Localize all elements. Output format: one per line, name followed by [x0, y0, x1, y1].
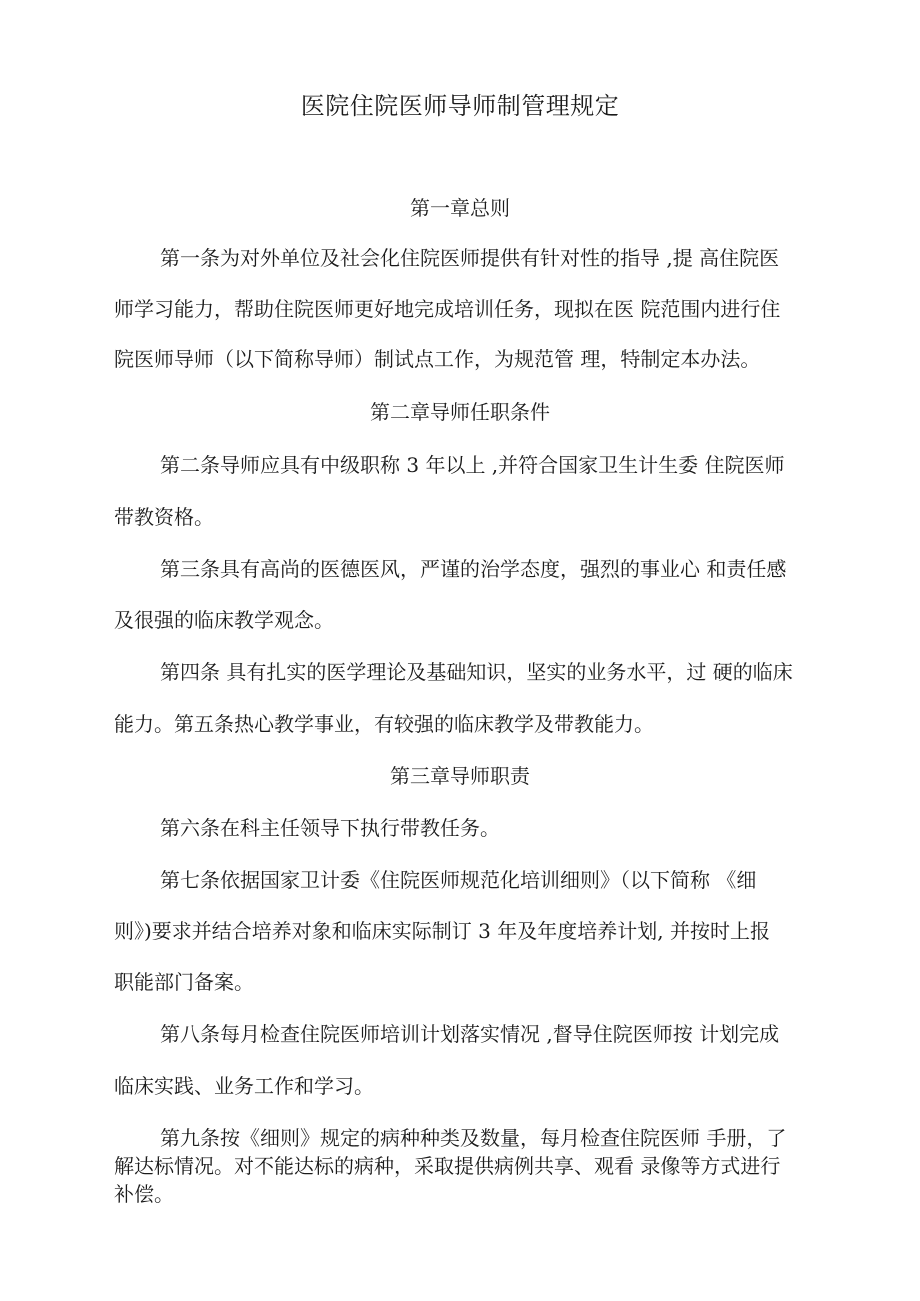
chapter-2-heading: 第二章导师任职条件 — [370, 400, 550, 424]
article-9-line-2: 解达标情况。对不能达标的病种，采取提供病例共享、观看 录像等方式进行 — [114, 1154, 781, 1178]
chapter-3-heading: 第三章导师职责 — [390, 764, 530, 788]
article-7-line-2: 则》)要求并结合培养对象和临床实际制订 3 年及年度培养计划, 并按时上报 — [114, 919, 770, 943]
chapter-1-heading: 第一章总则 — [410, 196, 510, 220]
article-3-line-2: 及很强的临床教学观念。 — [114, 608, 334, 632]
document-title: 医院住院医师导师制管理规定 — [300, 92, 620, 120]
article-7-line-3: 职能部门备案。 — [114, 970, 254, 994]
article-2-line-2: 带教资格。 — [114, 505, 214, 529]
article-1-line-3: 院医师导师（以下简称导师）制试点工作，为规范管 理，特制定本办法。 — [114, 347, 761, 371]
article-9-line-3: 补偿。 — [114, 1182, 174, 1206]
article-7-line-1: 第七条依据国家卫计委《住院医师规范化培训细则》（以下简称 《细 — [160, 868, 757, 892]
article-4-line-2: 能力。第五条热心教学事业，有较强的临床教学及带教能力。 — [114, 712, 654, 736]
article-1-line-2: 师学习能力，帮助住院医师更好地完成培训任务，现拟在医 院范围内进行住 — [114, 297, 781, 321]
article-2-line-1: 第二条导师应具有中级职称 3 年以上 ,并符合国家卫生计生委 住院医师 — [160, 453, 785, 477]
article-1-line-1: 第一条为对外单位及社会化住院医师提供有针对性的指导 ,提 高住院医 — [160, 246, 780, 270]
article-4-line-1: 第四条 具有扎实的医学理论及基础知识，坚实的业务水平，过 硬的临床 — [160, 660, 793, 684]
article-8-line-1: 第八条每月检查住院医师培训计划落实情况 ,督导住院医师按 计划完成 — [160, 1022, 780, 1046]
article-8-line-2: 临床实践、业务工作和学习。 — [114, 1074, 374, 1098]
article-6-line-1: 第六条在科主任领导下执行带教任务。 — [160, 816, 500, 840]
article-3-line-1: 第三条具有高尚的医德医风，严谨的治学态度，强烈的事业心 和责任感 — [160, 557, 787, 581]
article-9-line-1: 第九条按《细则》规定的病种种类及数量，每月检查住院医师 手册，了 — [160, 1126, 787, 1150]
